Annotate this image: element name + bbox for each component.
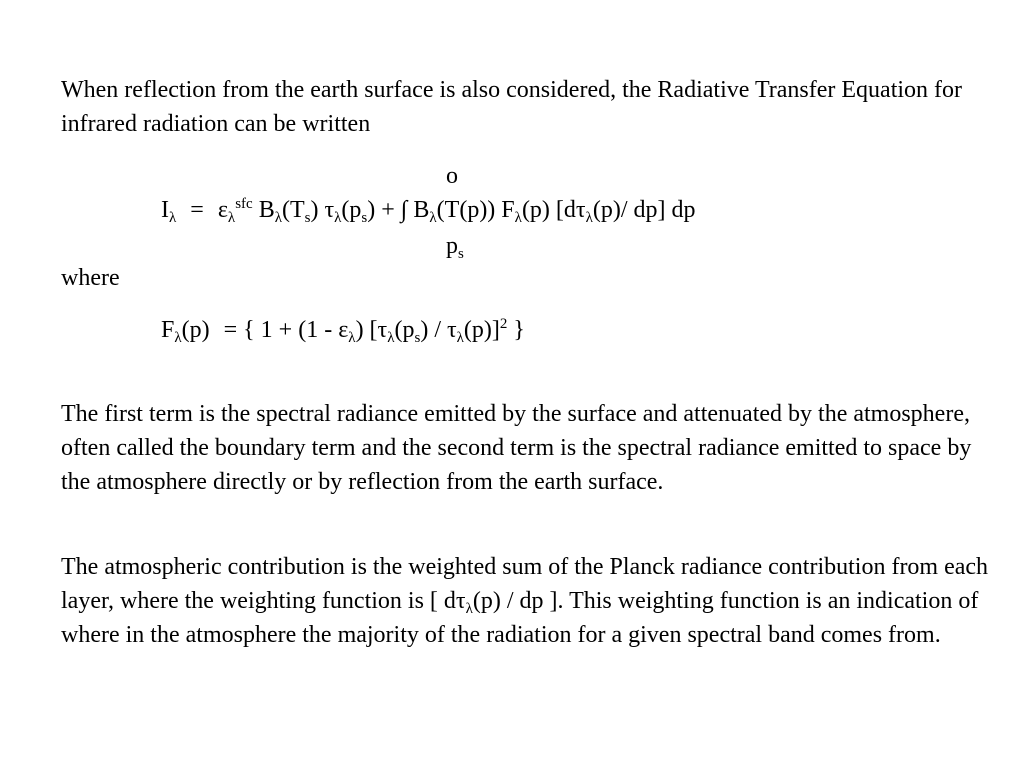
where-label: where <box>61 265 120 291</box>
f-lambda-sub: λ <box>456 330 464 346</box>
f-eq-open: = { 1 + (1 - ε <box>223 317 349 343</box>
f-lambda-sub: λ <box>174 330 182 346</box>
f-mid: ) [τ <box>355 317 388 343</box>
radiative-transfer-equation <box>161 193 696 227</box>
f-arg: (p) <box>181 317 210 343</box>
integral-lower-limit <box>446 229 464 263</box>
atmos-lambda-sub: λ <box>465 601 473 617</box>
f-div: ) / τ <box>420 317 457 343</box>
lower-limit-p: p <box>446 233 458 259</box>
first-term-paragraph: The first term is the spectral radiance emitted by the surface and attenuated by the atmosphere, often called the boundary term and the second term is the spectral radiance emitted to space by the atmosphere directly or by reflection from the earth surface. <box>61 401 972 495</box>
eq-equals: = <box>190 197 204 223</box>
lower-limit-s: s <box>458 246 464 262</box>
f-square-sup: 2 <box>499 316 508 332</box>
eq-B: B <box>413 197 430 223</box>
eq-T-of-p: (T(p)) F <box>436 197 515 223</box>
f-end: } <box>513 317 525 343</box>
eq-epsilon: ε <box>217 197 228 223</box>
eq-close: ) <box>310 197 319 223</box>
eq-B: B <box>258 197 275 223</box>
eq-s-sub: s <box>304 210 311 226</box>
integral-upper-limit <box>446 159 458 193</box>
f-lambda-sub: λ <box>348 330 356 346</box>
atmos-text-before: The atmospheric contribution is the weighted sum of the Planck radiance contribution from each layer, where the weighting function is [ dτ <box>61 554 989 614</box>
f-F: F <box>161 317 175 343</box>
eq-lambda-sub: λ <box>274 210 282 226</box>
eq-sfc-sup: sfc <box>235 196 253 212</box>
eq-lambda-sub: λ <box>585 210 593 226</box>
f-p-close: (p)] <box>463 317 500 343</box>
eq-lambda-sub: λ <box>334 210 342 226</box>
f-ps-open: (p <box>394 317 415 343</box>
eq-lambda-sub: λ <box>514 210 522 226</box>
eq-bracket: (p) [dτ <box>521 197 586 223</box>
atmospheric-contribution-paragraph <box>61 550 1001 652</box>
intro-paragraph: When reflection from the earth surface is also considered, the Radiative Transfer Equation for infrared radiation can be written <box>61 77 963 137</box>
eq-lambda-sub: λ <box>429 210 437 226</box>
eq-I: I <box>161 197 169 223</box>
f-s-sub: s <box>414 330 421 346</box>
eq-lambda-sub: λ <box>227 210 236 226</box>
atmos-text-after: (p) / dp ]. This weighting function is an indication of where in the atmosphere the majority of the radiation for a given spectral band comes from. <box>61 588 979 648</box>
eq-p-open: (p <box>341 197 362 223</box>
eq-tau: τ <box>324 197 335 223</box>
eq-tail: (p)/ dp] dp <box>592 197 696 223</box>
eq-plus-integral: ) + ∫ <box>367 197 408 223</box>
f-equation <box>161 313 525 347</box>
f-lambda-sub: λ <box>387 330 395 346</box>
eq-lambda-sub: λ <box>169 210 177 226</box>
upper-limit-text: o <box>446 163 458 189</box>
eq-T-open: (T <box>281 197 305 223</box>
eq-s-sub: s <box>361 210 368 226</box>
